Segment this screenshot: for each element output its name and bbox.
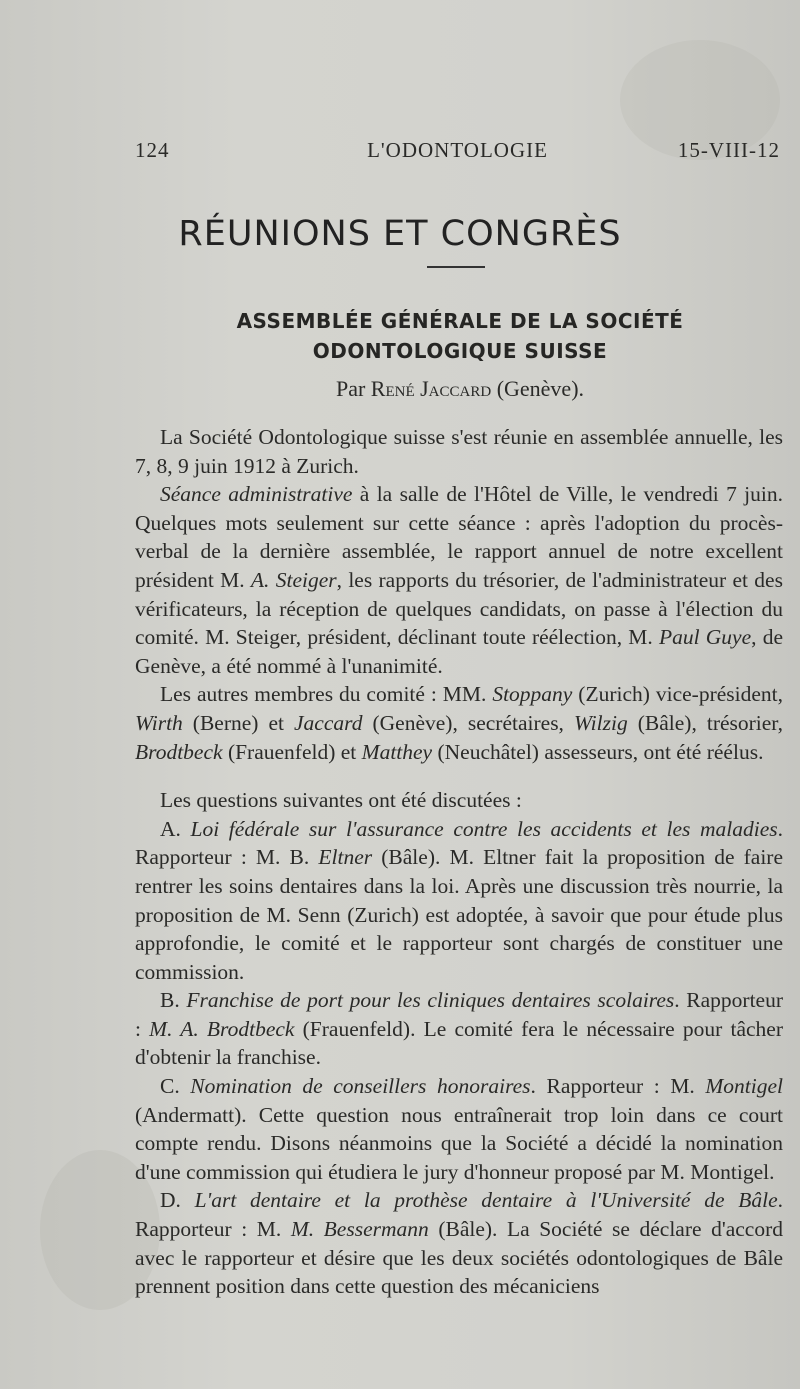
text-span: (Bâle). M. Eltner fait la proposition de faire rentrer les soins dentaires dans la loi. Après une discussion très nourrie, la proposition de M. Senn (Zurich) est adoptée, à savoir que pour étude plus approfondie, le comité et le rapporteur sont chargés de constituer une commission.	[135, 845, 783, 984]
paragraph-questions: Les questions suivantes ont été discutées :	[160, 788, 522, 813]
article-title-line-1: ASSEMBLÉE GÉNÉRALE DE LA SOCIÉTÉ	[236, 309, 684, 333]
text-span: . Rapporteur :	[135, 988, 784, 1041]
author-name: René Jaccard	[370, 376, 492, 401]
title-divider	[427, 266, 485, 268]
person-name: M. Bessermann	[290, 1217, 429, 1242]
running-header	[135, 138, 780, 168]
paragraph-intro: La Société Odontologique suisse s'est réunie en assemblée annuelle, les 7, 8, 9 juin 1912 à Zurich.	[135, 425, 783, 478]
seance-label: Séance administrative	[160, 482, 353, 507]
text-span: (Frauenfeld). Le comité fera le nécessaire pour tâcher d'obtenir la franchise.	[135, 1016, 783, 1070]
article-title	[140, 306, 780, 366]
text-span: . Rapporteur : M.	[530, 1074, 706, 1099]
article-body	[135, 423, 783, 1301]
text-span: (Neuchâtel) assesseurs, ont été réélus.	[432, 739, 764, 764]
text-span: à la salle de l'Hôtel de Ville, le vendredi 7 juin. Quelques mots seulement sur cette séance : après l'adoption du procès-verbal de la dernière assemblée, le rapport annuel de notre excellent président M.	[135, 482, 783, 592]
person-name: Wilzig	[573, 710, 628, 735]
text-span: Les autres membres du comité : MM.	[160, 682, 493, 707]
person-name: Paul Guye	[658, 625, 752, 650]
text-span: (Berne) et	[182, 710, 295, 735]
text-span: (Frauenfeld) et	[222, 739, 362, 764]
text-span: (Bâle). La Société se déclare d'accord avec le rapporteur et désire que les deux sociétés odontologiques de Bâle prennent position dans cette question des mécaniciens	[135, 1217, 783, 1299]
item-letter: D.	[160, 1188, 195, 1213]
item-letter: B.	[160, 988, 187, 1013]
section-title: RÉUNIONS ET CONGRÈS	[178, 214, 622, 254]
item-title: Nomination de conseillers honoraires	[190, 1074, 531, 1099]
paragraph-item-a	[135, 815, 783, 987]
article-title-line-2: ODONTOLOGIQUE SUISSE	[312, 339, 608, 363]
author-city: (Genève).	[496, 376, 585, 401]
text-span: , les rapports du trésorier, de l'administrateur et des vérificateurs, la réception de quelques candidats, on passe à l'élection du comité. M. Steiger, président, déclinant toute réélection, M.	[135, 567, 783, 650]
paragraph-committee	[135, 680, 783, 766]
person-name: Stoppany	[492, 682, 573, 707]
person-name: Brodtbeck	[135, 739, 223, 764]
text-span: (Bâle), trésorier,	[627, 710, 783, 735]
issue-date: 15-VIII-12	[677, 138, 780, 162]
item-letter: A.	[160, 816, 191, 841]
person-name: Eltner	[318, 845, 373, 870]
person-name: M. A. Brodtbeck	[149, 1016, 295, 1041]
paragraph-item-b	[135, 986, 783, 1072]
text-span: . Rapporteur : M.	[135, 1188, 784, 1242]
person-name: Jaccard	[294, 710, 363, 735]
text-span: (Zurich) vice-président,	[572, 682, 784, 707]
item-letter: C.	[160, 1074, 191, 1099]
journal-title: L'ODONTOLOGIE	[367, 138, 548, 162]
paragraph-item-d	[135, 1186, 783, 1300]
page-number: 124	[135, 138, 170, 162]
person-name: Wirth	[135, 710, 183, 735]
paragraph-item-c	[135, 1072, 783, 1186]
text-span: . Rapporteur : M. B.	[135, 816, 783, 870]
person-name: Matthey	[361, 739, 433, 764]
text-span: (Andermatt). Cette question nous entraînerait trop loin dans ce court compte rendu. Disons néanmoins que la Société a décidé la nomination d'une commission qui étudiera le jury d'honneur proposé par M. Montigel.	[135, 1102, 783, 1184]
person-name: A. Steiger	[250, 567, 337, 592]
text-span: (Genève), secrétaires,	[362, 710, 574, 735]
text-span: , de Genève, a été nommé à l'unanimité.	[135, 625, 783, 678]
item-title: Loi fédérale sur l'assurance contre les accidents et les maladies	[190, 816, 778, 841]
item-title: L'art dentaire et la prothèse dentaire à l'Université de Bâle	[194, 1188, 778, 1213]
person-name: Montigel	[705, 1074, 783, 1099]
byline-prefix: Par	[335, 376, 366, 401]
item-title: Franchise de port pour les cliniques dentaires scolaires	[186, 988, 675, 1013]
byline	[140, 376, 780, 402]
paragraph-seance	[135, 480, 783, 680]
